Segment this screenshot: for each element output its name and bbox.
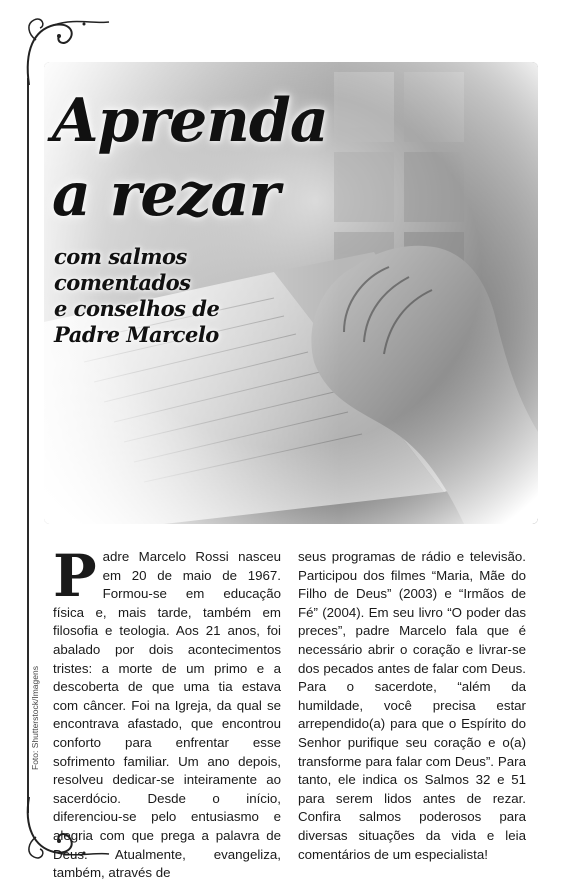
page-title <box>52 84 328 232</box>
subtitle-line-1: com salmos comentados <box>54 244 191 295</box>
photo-credit: Foto: Shutterstock/Imagens <box>30 666 40 770</box>
subtitle-line-3: Padre Marcelo <box>54 322 219 347</box>
article-column-left <box>53 542 281 883</box>
title-line-2: a rezar <box>52 160 280 230</box>
title-line-1: Aprenda <box>52 86 328 156</box>
article-text-left: adre Marcelo Rossi nasceu em 20 de maio de 1967. Formou-se em educação física e, mais tarde, também em filosofia e teologia. Aos 21 anos, foi abalado por dois acontecimentos tristes: a morte de um primo e a descoberta de que uma tia estava com câncer. Foi na Igreja, da qual se encontrava afastado, que encontrou conforto para enfrentar esse sofrimento familiar. Um ano depois, resolveu dedicar-se inteiramente ao sacerdócio. Desde o início, diferenciou-se pelo entusiasmo e alegria com que prega a palavra de Deus. Atualmente, evangeliza, também, através de <box>53 549 281 881</box>
article-text-right: seus programas de rádio e televisão. Participou dos filmes “Maria, Mãe do Filho de Deus” (2003) e “Irmãos de Fé” (2004). Em seu livro “O poder das preces”, padre Marcelo fala que é necessário abrir o coração e livrar-se dos pecados antes de falar com Deus. Para o sacerdote, “além da humildade, você precisa estar arrependido(a) para que o Espírito do Senhor purifique seu coração e o(a) transforme para falar com Deus”. Para tanto, ele indica os Salmos 32 e 51 para serem lidos antes de rezar. Confira salmos poderosos para diversas situações da vida e leia comentários de um especialista! <box>298 549 526 862</box>
drop-cap: P <box>53 542 97 610</box>
page-border-line <box>27 78 29 813</box>
page-subtitle <box>54 244 314 348</box>
article-column-right <box>298 548 526 864</box>
subtitle-line-2: e conselhos de <box>54 296 220 321</box>
